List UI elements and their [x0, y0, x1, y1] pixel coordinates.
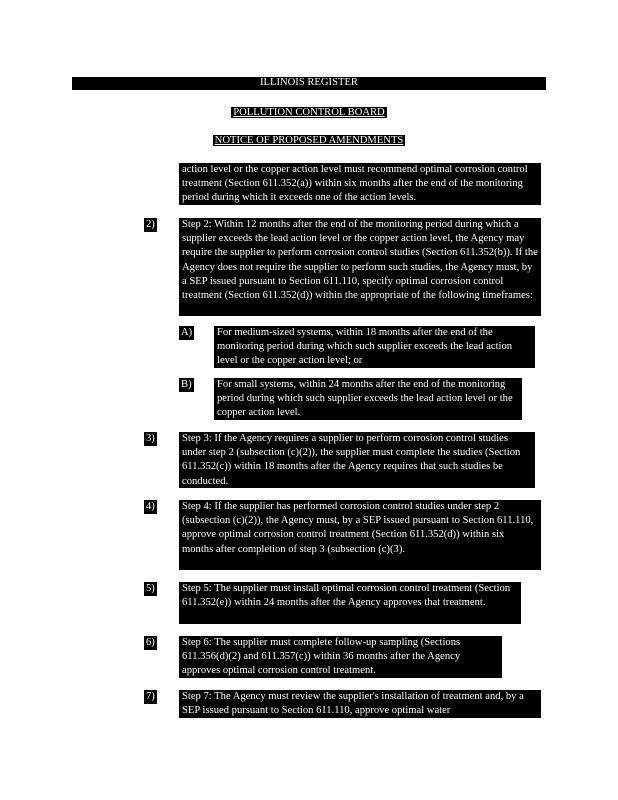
- step-number-7: 7): [144, 690, 157, 704]
- step-number-6: 6): [144, 636, 157, 650]
- agency-name: [0, 106, 618, 120]
- notice-title-text: NOTICE OF PROPOSED AMENDMENTS: [214, 135, 404, 146]
- step-number-3: 3): [144, 432, 157, 446]
- step-number-4: 4): [144, 500, 157, 514]
- step-3-paragraph: Step 3: If the Agency requires a supplier to perform corrosion control studies under step 2 (subsection (c)(2)), the supplier must complete the studies (Section 611.352(c)) within 18 months after the Agency requires that such studies be conducted.: [179, 432, 535, 488]
- step-number-2: 2): [144, 218, 157, 232]
- step-2-subitem-b: For small systems, within 24 months after the end of the monitoring period during which such supplier exceeds the lead action level or the copper action level.: [214, 378, 522, 420]
- register-title-text: ILLINOIS REGISTER: [260, 77, 358, 88]
- step-2-subitem-a: For medium-sized systems, within 18 months after the end of the monitoring period during which such supplier exceeds the lead action level or the copper action level; or: [214, 326, 535, 368]
- step-2-subitem-b-letter: B): [179, 378, 194, 392]
- step-7-paragraph: Step 7: The Agency must review the supplier's installation of treatment and, by a SEP issued pursuant to Section 611.110, approve optimal water: [179, 690, 541, 718]
- step-number-5: 5): [144, 582, 157, 596]
- step-2-subitem-a-letter: A): [179, 326, 194, 340]
- step-5-paragraph: Step 5: The supplier must install optimal corrosion control treatment (Section 611.352(e)) within 24 months after the Agency approves that treatment.: [179, 582, 521, 624]
- agency-name-text: POLLUTION CONTROL BOARD: [233, 107, 385, 118]
- continuation-paragraph: action level or the copper action level must recommend optimal corrosion control treatment (Section 611.352(a)) within six months after the end of the monitoring period during which it exceeds one of the action levels.: [179, 163, 541, 205]
- step-6-paragraph: Step 6: The supplier must complete follow-up sampling (Sections 611.356(d)(2) and 611.357(c)) within 36 months after the Agency approves optimal corrosion control treatment.: [179, 636, 502, 678]
- step-2-paragraph: Step 2: Within 12 months after the end of the monitoring period during which a supplier exceeds the lead action level or the copper action level, the Agency may require the supplier to perform corrosion control studies (Section 611.352(b)). If the Agency does not require the supplier to perform such studies, the Agency must, by a SEP issued pursuant to Section 611.110, specify optimal corrosion control treatment (Section 611.352(d)) within the appropriate of the following timeframes:: [179, 218, 541, 316]
- notice-title: [0, 134, 618, 148]
- step-4-paragraph: Step 4: If the supplier has performed corrosion control studies under step 2 (subsection (c)(2)), the Agency must, by a SEP issued pursuant to Section 611.110, approve optimal corrosion control treatment (Section 611.352(d)) within six months after completion of step 3 (subsection (c)(3).: [179, 500, 541, 570]
- register-title: [0, 76, 618, 90]
